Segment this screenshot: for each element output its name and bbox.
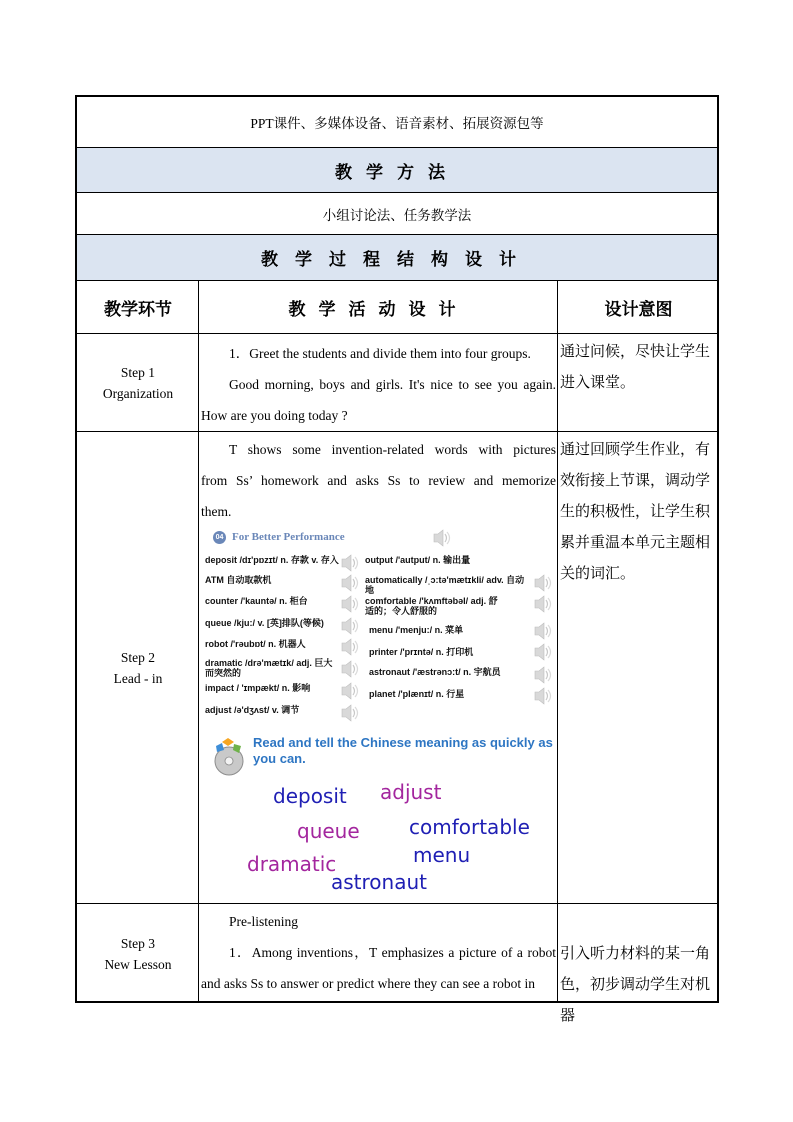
column-divider: [198, 281, 199, 1001]
vocab-right-2: automatically /ˌɔ:tə'mætɪkli/ adv. 自动地: [365, 575, 525, 595]
speaker-icon[interactable]: [342, 683, 358, 699]
speaker-icon[interactable]: [535, 623, 551, 639]
step2-row: [77, 432, 717, 904]
step1-activity-line2: Good morning, boys and girls. It's nice to see you again. How are you doing today ?: [201, 377, 556, 423]
step3-activity: [199, 906, 558, 999]
step1-intent: 通过问候，尽快让学生进入课堂。: [560, 342, 711, 391]
speaker-icon[interactable]: [342, 555, 358, 571]
step2-stage: [77, 432, 199, 903]
word-deposit: deposit: [273, 784, 347, 808]
method-header: 教学方法: [335, 162, 459, 182]
cd-disc-icon: [208, 736, 250, 778]
step3-stage: [77, 904, 199, 1003]
process-header-row: [77, 235, 717, 281]
quick-read-slide: [202, 732, 554, 900]
vocabulary-slide: [202, 528, 554, 728]
vocab-right-4: menu /'menju:/ n. 菜单: [369, 625, 464, 635]
step1-row: [77, 334, 717, 432]
intent-column-header: 设计意图: [604, 299, 673, 319]
vocab-left-8: adjust /ə'dʒʌst/ v. 调节: [205, 705, 300, 715]
method-header-row: [77, 148, 717, 193]
speaker-icon[interactable]: [535, 575, 551, 591]
word-astronaut: astronaut: [331, 870, 427, 894]
step1-activity-line1: 1．Greet the students and divide them into four groups.: [229, 346, 531, 361]
vocab-right-3: comfortable /'kʌmftəbəl/ adj. 舒适的；令人舒服的: [365, 596, 498, 616]
speaker-icon[interactable]: [342, 596, 358, 612]
vocab-left-2: ATM 自动取款机: [205, 575, 272, 585]
vocab-left-5: robot /'rəubɒt/ n. 机器人: [205, 639, 306, 649]
speaker-icon[interactable]: [342, 575, 358, 591]
vocab-right-5: printer /'prɪntə/ n. 打印机: [369, 647, 474, 657]
speaker-icon[interactable]: [342, 639, 358, 655]
speaker-icon[interactable]: [535, 644, 551, 660]
word-comfortable: comfortable: [409, 815, 530, 839]
step3-name: New Lesson: [104, 956, 172, 972]
step3-activity-line1: Pre-listening: [229, 914, 298, 929]
step1-label: Step 1: [120, 364, 156, 380]
step2-intent: 通过回顾学生作业，有效衔接上节课，调动学生的积极性，让学生积累并重温本单元主题相关的词汇。: [560, 440, 711, 582]
speaker-icon[interactable]: [342, 618, 358, 634]
step3-row: [77, 904, 717, 1024]
word-dramatic: dramatic: [247, 852, 337, 876]
method-text: 小组讨论法、任务教学法: [322, 207, 472, 223]
lesson-plan-table: [75, 95, 719, 1024]
stage-column-header: 教学环节: [104, 299, 172, 319]
step2-activity-text: T shows some invention-related words with pictures from Ss’ homework and asks Ss to review and memorize them.: [201, 442, 556, 519]
vocab-left-3: counter /'kauntə/ n. 柜台: [205, 596, 308, 606]
word-adjust: adjust: [380, 780, 442, 804]
speaker-icon[interactable]: [535, 688, 551, 704]
slide-instruction: Read and tell the Chinese meaning as quickly as you can.: [253, 735, 553, 766]
step2-activity: [199, 434, 558, 527]
vocab-left-4: queue /kju:/ v. [英]排队(等候): [205, 618, 324, 628]
vocab-left-1: deposit /dɪ'pɒzɪt/ n. 存款 v. 存入: [205, 555, 339, 565]
word-queue: queue: [297, 819, 360, 843]
speaker-icon[interactable]: [434, 530, 450, 546]
vocab-right-1: output /'autput/ n. 输出量: [365, 555, 471, 565]
word-menu: menu: [413, 843, 471, 867]
step1-name: Organization: [102, 385, 174, 401]
activity-column-header: 教学活动设计: [288, 299, 469, 319]
resources-row: [77, 97, 717, 148]
vocab-left-6: dramatic /drə'mætɪk/ adj. 巨大而突然的: [205, 658, 333, 678]
speaker-icons: [202, 528, 554, 728]
step2-name: Lead - in: [113, 670, 163, 686]
slide-title: For Better Performance: [232, 531, 345, 543]
vocab-left-7: impact / 'ɪmpækt/ n. 影响: [205, 683, 311, 693]
step1-activity: [199, 338, 558, 431]
vocab-right-6: astronaut /'æstrənɔ:t/ n. 宇航员: [369, 667, 501, 677]
step3-label: Step 3: [120, 935, 156, 951]
step3-intent: 引入听力材料的某一角色，初步调动学生对机器: [560, 944, 711, 1024]
column-divider: [557, 281, 558, 1001]
method-row: [77, 193, 717, 235]
speaker-icon[interactable]: [535, 596, 551, 612]
vocab-right-7: planet /'plænɪt/ n. 行星: [369, 689, 465, 699]
step1-stage: [77, 334, 199, 431]
speaker-icon[interactable]: [535, 667, 551, 683]
speaker-icon[interactable]: [342, 661, 358, 677]
step2-label: Step 2: [120, 649, 156, 665]
process-header: 教学过程结构设计: [261, 250, 533, 269]
resources-text: PPT课件、多媒体设备、语音素材、拓展资源包等: [250, 116, 544, 131]
column-header-row: [77, 281, 717, 334]
step3-activity-line2: 1．Among inventions，T emphasizes a picture of a robot and asks Ss to answer or predict where they can see a robot in: [201, 945, 556, 991]
speaker-icon[interactable]: [342, 705, 358, 721]
slide-badge: 04: [213, 531, 226, 544]
